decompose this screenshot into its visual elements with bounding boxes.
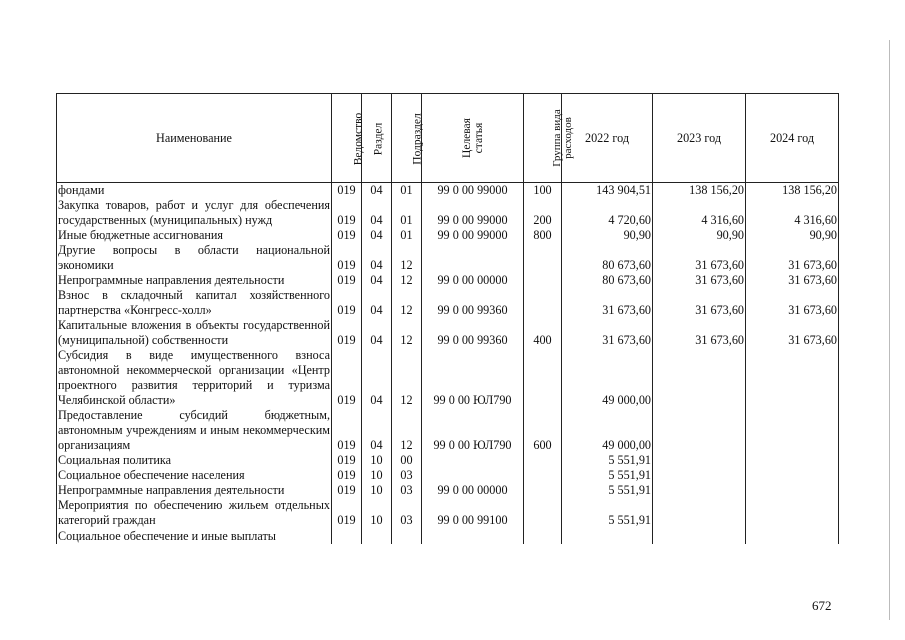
table-row <box>57 453 839 468</box>
row-celevaya: 99 0 00 99360 <box>422 318 524 348</box>
header-2022: 2022 год <box>562 94 653 183</box>
row-name: Социальное обеспечение населения <box>57 468 332 483</box>
row-vedomstvo: 019 <box>332 318 362 348</box>
row-2024 <box>746 453 839 468</box>
row-razdel: 04 <box>362 183 392 199</box>
row-gruppa: 800 <box>524 228 562 243</box>
row-name: Социальное обеспечение и иные выплаты <box>57 528 332 544</box>
table-row <box>57 528 839 544</box>
row-name: Социальная политика <box>57 453 332 468</box>
row-podrazdel: 00 <box>392 453 422 468</box>
table-row <box>57 483 839 498</box>
row-gruppa <box>524 528 562 544</box>
row-podrazdel: 12 <box>392 273 422 288</box>
page-edge-line <box>889 40 890 620</box>
header-vedomstvo: Ведомство <box>332 94 362 183</box>
row-2023: 31 673,60 <box>653 243 746 273</box>
row-2024 <box>746 498 839 528</box>
row-gruppa <box>524 348 562 408</box>
row-vedomstvo: 019 <box>332 498 362 528</box>
row-razdel: 04 <box>362 288 392 318</box>
row-celevaya <box>422 528 524 544</box>
row-razdel <box>362 528 392 544</box>
row-2022: 5 551,91 <box>562 453 653 468</box>
row-gruppa <box>524 243 562 273</box>
row-2024: 31 673,60 <box>746 288 839 318</box>
row-name: Непрограммные направления деятельности <box>57 483 332 498</box>
row-2022: 5 551,91 <box>562 498 653 528</box>
table-row <box>57 228 839 243</box>
row-podrazdel: 01 <box>392 228 422 243</box>
row-name: Капитальные вложения в объекты государственной (муниципальной) собственности <box>58 318 330 347</box>
row-gruppa: 100 <box>524 183 562 199</box>
row-celevaya <box>422 243 524 273</box>
row-vedomstvo: 019 <box>332 288 362 318</box>
row-2023: 31 673,60 <box>653 273 746 288</box>
row-vedomstvo: 019 <box>332 468 362 483</box>
row-podrazdel: 12 <box>392 318 422 348</box>
row-2023: 31 673,60 <box>653 318 746 348</box>
table-row <box>57 183 839 199</box>
row-2024 <box>746 348 839 408</box>
row-razdel: 10 <box>362 453 392 468</box>
table-header-row <box>57 94 839 183</box>
row-2023: 31 673,60 <box>653 288 746 318</box>
row-name: Иные бюджетные ассигнования <box>57 228 332 243</box>
row-2022: 49 000,00 <box>562 408 653 453</box>
row-podrazdel: 12 <box>392 408 422 453</box>
row-2023 <box>653 498 746 528</box>
row-gruppa: 400 <box>524 318 562 348</box>
row-2024: 31 673,60 <box>746 243 839 273</box>
row-vedomstvo: 019 <box>332 348 362 408</box>
row-2024: 138 156,20 <box>746 183 839 199</box>
header-2023: 2023 год <box>653 94 746 183</box>
header-name: Наименование <box>57 94 332 183</box>
table-row <box>57 348 839 408</box>
row-2024: 31 673,60 <box>746 273 839 288</box>
row-vedomstvo <box>332 528 362 544</box>
row-2022: 5 551,91 <box>562 468 653 483</box>
row-razdel: 04 <box>362 198 392 228</box>
row-2024 <box>746 528 839 544</box>
row-2022: 31 673,60 <box>562 318 653 348</box>
row-2022: 143 904,51 <box>562 183 653 199</box>
row-podrazdel: 01 <box>392 198 422 228</box>
row-vedomstvo: 019 <box>332 243 362 273</box>
row-podrazdel: 03 <box>392 483 422 498</box>
row-2023 <box>653 348 746 408</box>
row-razdel: 10 <box>362 498 392 528</box>
row-name: Мероприятия по обеспечению жильем отдельных категорий граждан <box>58 498 330 527</box>
row-razdel: 04 <box>362 408 392 453</box>
row-2023 <box>653 408 746 453</box>
row-podrazdel: 03 <box>392 498 422 528</box>
row-celevaya: 99 0 00 99360 <box>422 288 524 318</box>
row-2022: 90,90 <box>562 228 653 243</box>
row-celevaya: 99 0 00 ЮЛ790 <box>422 408 524 453</box>
header-podrazdel: Подраздел <box>392 94 422 183</box>
row-name: Взнос в складочный капитал хозяйственного партнерства «Конгресс-холл» <box>58 288 330 317</box>
row-celevaya <box>422 453 524 468</box>
row-name: Непрограммные направления деятельности <box>57 273 332 288</box>
row-2024 <box>746 483 839 498</box>
row-podrazdel: 12 <box>392 243 422 273</box>
row-2022: 49 000,00 <box>562 348 653 408</box>
header-gruppa: Группа вида расходов <box>524 94 562 183</box>
row-name: Предоставление субсидий бюджетным, автономным учреждениям и иным некоммерческим организациям <box>58 408 330 452</box>
table-row <box>57 318 839 348</box>
row-name: фондами <box>57 183 332 199</box>
row-vedomstvo: 019 <box>332 198 362 228</box>
row-gruppa: 600 <box>524 408 562 453</box>
row-2023: 90,90 <box>653 228 746 243</box>
row-celevaya: 99 0 00 00000 <box>422 273 524 288</box>
row-podrazdel: 03 <box>392 468 422 483</box>
row-celevaya <box>422 468 524 483</box>
row-gruppa: 200 <box>524 198 562 228</box>
table-row <box>57 498 839 528</box>
row-podrazdel: 12 <box>392 348 422 408</box>
row-gruppa <box>524 273 562 288</box>
row-2024: 31 673,60 <box>746 318 839 348</box>
row-2023 <box>653 468 746 483</box>
header-celevaya: Целевая статья <box>422 94 524 183</box>
row-gruppa <box>524 453 562 468</box>
row-2023: 4 316,60 <box>653 198 746 228</box>
table-row <box>57 273 839 288</box>
row-celevaya: 99 0 00 ЮЛ790 <box>422 348 524 408</box>
row-2024: 90,90 <box>746 228 839 243</box>
row-razdel: 04 <box>362 273 392 288</box>
row-podrazdel: 12 <box>392 288 422 318</box>
row-2022 <box>562 528 653 544</box>
row-2023: 138 156,20 <box>653 183 746 199</box>
row-2024 <box>746 408 839 453</box>
row-name: Другие вопросы в области национальной экономики <box>58 243 330 272</box>
row-name: Закупка товаров, работ и услуг для обеспечения государственных (муниципальных) нужд <box>58 198 330 227</box>
row-2023 <box>653 528 746 544</box>
row-2022: 4 720,60 <box>562 198 653 228</box>
table-row <box>57 243 839 273</box>
row-celevaya: 99 0 00 00000 <box>422 483 524 498</box>
row-2023 <box>653 483 746 498</box>
table-row <box>57 288 839 318</box>
table-row <box>57 468 839 483</box>
row-gruppa <box>524 468 562 483</box>
row-gruppa <box>524 288 562 318</box>
row-celevaya: 99 0 00 99000 <box>422 228 524 243</box>
row-2022: 80 673,60 <box>562 273 653 288</box>
row-vedomstvo: 019 <box>332 483 362 498</box>
row-podrazdel <box>392 528 422 544</box>
row-vedomstvo: 019 <box>332 453 362 468</box>
page-number: 672 <box>812 598 832 613</box>
table-row <box>57 408 839 453</box>
header-2024: 2024 год <box>746 94 839 183</box>
row-2022: 5 551,91 <box>562 483 653 498</box>
row-gruppa <box>524 498 562 528</box>
row-vedomstvo: 019 <box>332 408 362 453</box>
row-razdel: 04 <box>362 228 392 243</box>
row-razdel: 10 <box>362 483 392 498</box>
row-celevaya: 99 0 00 99000 <box>422 198 524 228</box>
row-razdel: 04 <box>362 318 392 348</box>
row-celevaya: 99 0 00 99000 <box>422 183 524 199</box>
row-2023 <box>653 453 746 468</box>
row-razdel: 04 <box>362 243 392 273</box>
table-row <box>57 198 839 228</box>
row-2022: 80 673,60 <box>562 243 653 273</box>
row-podrazdel: 01 <box>392 183 422 199</box>
row-2022: 31 673,60 <box>562 288 653 318</box>
row-2024: 4 316,60 <box>746 198 839 228</box>
row-gruppa <box>524 483 562 498</box>
row-2024 <box>746 468 839 483</box>
budget-table <box>56 93 839 544</box>
row-celevaya: 99 0 00 99100 <box>422 498 524 528</box>
row-vedomstvo: 019 <box>332 273 362 288</box>
row-name: Субсидия в виде имущественного взноса автономной некоммерческой организации «Центр проектного развития территорий и туризма Челябинской области» <box>58 348 330 407</box>
row-vedomstvo: 019 <box>332 228 362 243</box>
row-vedomstvo: 019 <box>332 183 362 199</box>
header-razdel: Раздел <box>362 94 392 183</box>
row-razdel: 10 <box>362 468 392 483</box>
row-razdel: 04 <box>362 348 392 408</box>
